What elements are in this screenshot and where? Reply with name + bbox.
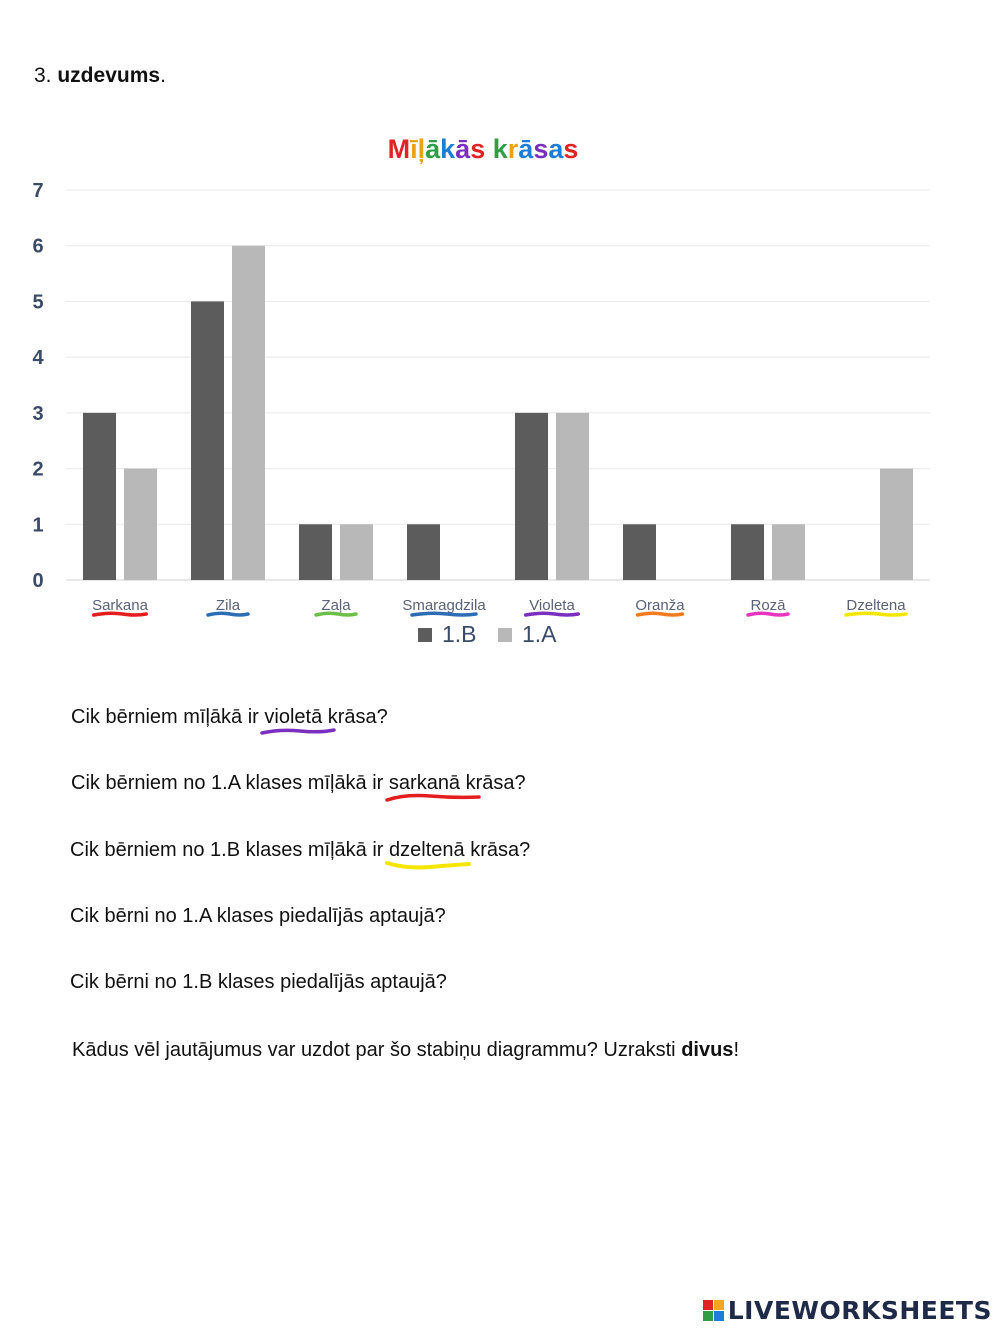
question-3-marked-word: dzeltenā bbox=[389, 839, 465, 861]
y-tick-label: 5 bbox=[32, 291, 44, 314]
question-1-marked-word: violetā bbox=[264, 706, 323, 728]
chart-title: Mīļākās krāsas bbox=[387, 134, 579, 164]
question-3-highlight bbox=[389, 839, 465, 862]
x-tick-label: Dzeltena bbox=[846, 597, 906, 614]
question-5: Cik bērni no 1.B klases piedalījās aptaujā? bbox=[70, 971, 447, 993]
category-underline bbox=[412, 613, 476, 615]
bar-1A-sarkana bbox=[124, 469, 157, 580]
y-tick-label: 4 bbox=[32, 347, 44, 370]
x-tick-label: Violeta bbox=[529, 597, 575, 614]
x-tick-label: Smaragdzila bbox=[402, 597, 486, 614]
question-6 bbox=[72, 1039, 739, 1062]
question-1-text-end: krāsa? bbox=[322, 706, 388, 728]
x-tick-label: Oranža bbox=[635, 597, 685, 614]
task-heading bbox=[34, 64, 166, 88]
bar-1A-violeta bbox=[556, 413, 589, 580]
y-tick-label: 1 bbox=[32, 514, 44, 537]
violet-underline bbox=[260, 725, 340, 739]
question-2-marked-word: sarkanā bbox=[388, 772, 461, 794]
bar-1B-sarkana bbox=[83, 413, 116, 580]
question-2 bbox=[71, 772, 526, 795]
question-1-highlight bbox=[264, 706, 322, 729]
y-tick-label: 7 bbox=[32, 180, 44, 202]
question-2-highlight bbox=[389, 772, 460, 795]
category-underline bbox=[316, 613, 356, 615]
bar-1B-zaļa bbox=[299, 524, 332, 580]
red-underline bbox=[385, 791, 485, 805]
x-tick-label: Rozā bbox=[750, 597, 786, 614]
task-title: uzdevums bbox=[57, 64, 161, 87]
x-tick-label: Sarkana bbox=[92, 597, 148, 614]
bar-1B-smaragdzila bbox=[407, 524, 440, 580]
question-6-text-end: ! bbox=[733, 1039, 739, 1061]
question-1-text-start: Cik bērniem mīļākā ir bbox=[71, 706, 265, 728]
bar-1B-oranža bbox=[623, 524, 656, 580]
y-tick-label: 3 bbox=[32, 402, 44, 425]
question-3-text-end: krāsa? bbox=[464, 839, 531, 861]
liveworksheets-footer bbox=[703, 1296, 992, 1325]
legend-swatch-1A bbox=[498, 628, 512, 642]
bar-1A-zila bbox=[232, 246, 265, 580]
question-6-bold-word: divus bbox=[681, 1039, 734, 1061]
liveworksheets-brand: LIVEWORKSHEETS bbox=[727, 1296, 992, 1325]
bar-chart bbox=[0, 120, 1000, 670]
bar-1B-violeta bbox=[515, 413, 548, 580]
bar-1A-dzeltena bbox=[880, 469, 913, 580]
bar-1A-rozā bbox=[772, 524, 805, 580]
category-underline bbox=[638, 613, 683, 615]
question-2-text-end: krāsa? bbox=[460, 772, 526, 794]
category-underline bbox=[748, 613, 788, 615]
legend-label-1B: 1.B bbox=[442, 621, 477, 647]
task-suffix: . bbox=[160, 64, 166, 87]
bar-1B-rozā bbox=[731, 524, 764, 580]
bar-1A-zaļa bbox=[340, 524, 373, 580]
category-underline bbox=[846, 613, 906, 615]
category-underline bbox=[526, 613, 579, 615]
question-4: Cik bērni no 1.A klases piedalījās aptaujā? bbox=[70, 905, 446, 927]
y-tick-label: 2 bbox=[32, 458, 44, 481]
question-2-text-start: Cik bērniem no 1.A klases mīļākā ir bbox=[71, 772, 389, 794]
question-3-text-start: Cik bērniem no 1.B klases mīļākā ir bbox=[70, 839, 390, 861]
y-tick-label: 6 bbox=[32, 235, 44, 258]
y-tick-label: 0 bbox=[32, 570, 44, 592]
question-1 bbox=[71, 706, 388, 729]
question-3 bbox=[70, 839, 530, 862]
category-underline bbox=[208, 613, 248, 615]
x-tick-label: Zila bbox=[215, 597, 241, 614]
legend-swatch-1B bbox=[418, 628, 432, 642]
legend-label-1A: 1.A bbox=[522, 621, 557, 647]
bar-1B-zila bbox=[191, 301, 224, 580]
question-6-text-start: Kādus vēl jautājumus var uzdot par šo stabiņu diagrammu? Uzraksti bbox=[72, 1039, 682, 1061]
task-number: 3. bbox=[34, 64, 52, 87]
x-tick-label: Zaļa bbox=[321, 597, 351, 614]
category-underline bbox=[94, 613, 147, 615]
yellow-underline bbox=[385, 858, 475, 872]
liveworksheets-logo-icon bbox=[703, 1300, 724, 1321]
